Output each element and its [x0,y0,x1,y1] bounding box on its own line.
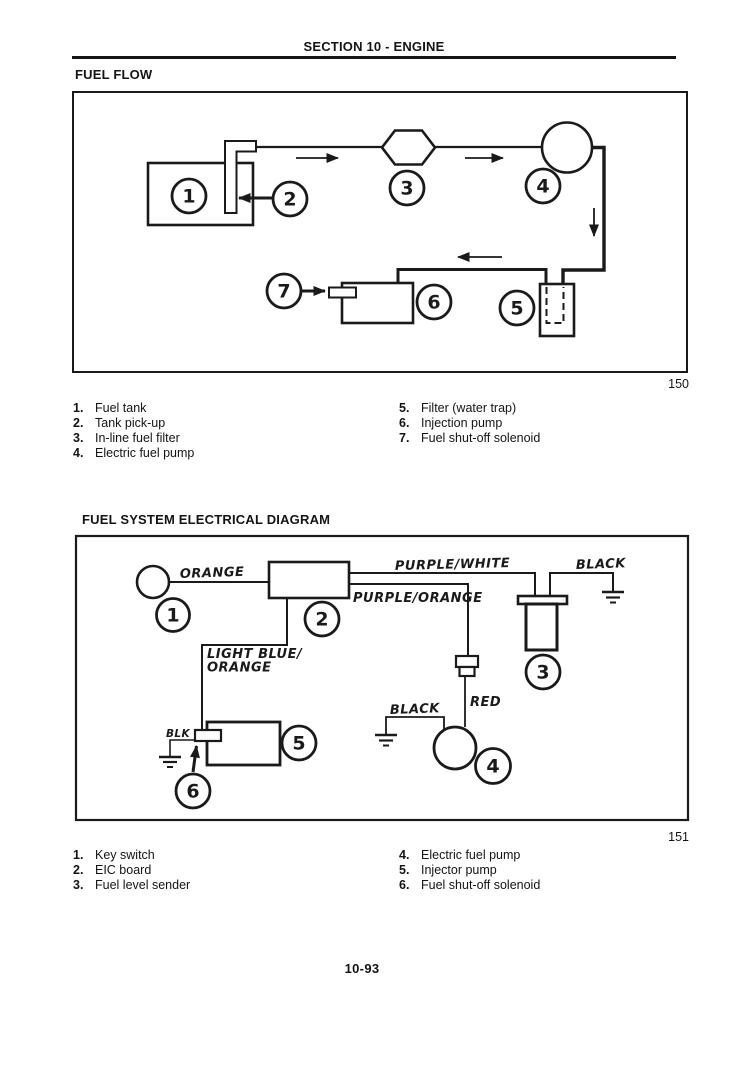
legend-item-label: Fuel shut-off solenoid [421,431,541,445]
legend-item-label: In-line fuel filter [95,431,180,445]
legend-item [73,878,190,893]
legend-item [73,401,194,416]
callout-number: 1 [166,604,180,627]
pump-connector-shape [460,667,475,676]
legend-item-label: Tank pick-up [95,416,166,430]
legend-item [399,401,540,416]
legend-item-number: 3. [73,431,84,445]
section-heading-electrical: FUEL SYSTEM ELECTRICAL DIAGRAM [82,512,331,527]
callout-number: 3 [536,661,550,684]
legend-item-number: 1. [73,401,84,415]
eic-board-shape [269,562,349,598]
legend-item [73,446,194,461]
callout-number: 1 [182,185,196,208]
legend-item-number: 5. [399,401,410,415]
legend-item-label: Injection pump [421,416,503,430]
legend-item-label: Fuel shut-off solenoid [421,878,541,892]
legend-item [399,848,540,863]
legend-item-number: 3. [73,878,84,892]
legend-item-number: 7. [399,431,410,445]
callout-number: 5 [510,297,524,320]
callout-number: 3 [400,177,414,200]
electric-fuel-pump-shape [434,727,476,769]
callout-number: 4 [486,755,500,778]
legend-item-label: Fuel level sender [95,878,191,892]
electrical-diagram [74,534,690,822]
legend-item-number: 5. [399,863,410,877]
callout-number: 7 [277,280,291,303]
callout-number: 2 [315,608,329,631]
legend-item-label: Electric fuel pump [95,446,195,460]
legend-item-label: Electric fuel pump [421,848,521,862]
fuel-flow-legend-left [73,401,194,461]
figure-number-150: 150 [668,377,689,391]
fuel-shutoff-solenoid-shape [195,730,221,741]
legend-item-label: Injector pump [421,863,497,877]
callout-arrow-6 [193,746,197,772]
wire-label-orange: ORANGE [179,564,245,582]
wire-label-purple-white: PURPLE/WHITE [394,555,511,574]
legend-item-number: 6. [399,416,410,430]
callout-number: 6 [427,291,441,314]
wire-label-black-sender: BLACK [575,556,627,573]
fuel-level-sender-shape [526,604,557,650]
legend-item-number: 1. [73,848,84,862]
legend-item-number: 2. [73,863,84,877]
wire-label-red: RED [470,695,502,710]
fuel-flow-legend-right [399,401,540,446]
injector-pump-shape [207,722,280,765]
legend-item [73,848,190,863]
inline-fuel-filter-shape [382,131,435,165]
ground-symbol [159,757,181,767]
wire-label-blk: BLK [166,728,191,740]
water-trap-shape [540,284,574,336]
ground-symbol [375,735,397,746]
pump-connector-shape [456,656,478,667]
electrical-legend-left [73,848,190,893]
legend-item-label: Fuel tank [95,401,147,415]
fuel-shutoff-solenoid-shape [329,288,356,298]
figure-number-151: 151 [668,830,689,844]
legend-item-number: 6. [399,878,410,892]
callout-number: 4 [536,175,550,198]
legend-item-number: 2. [73,416,84,430]
legend-item-label: Key switch [95,848,155,862]
legend-item [73,416,194,431]
fuel-return-pipe [398,270,546,284]
wire-label-light-blue-2: ORANGE [207,660,272,676]
section-heading-fuel-flow: FUEL FLOW [75,67,153,82]
header-rule [72,56,676,59]
wire-label-purple-orange: PURPLE/ORANGE [353,591,483,606]
black-wire-pump [386,717,444,735]
legend-item [399,416,540,431]
legend-item-label: Filter (water trap) [421,401,517,415]
callout-number: 2 [283,188,297,211]
electric-fuel-pump-shape [542,123,592,173]
electrical-legend-right [399,848,540,893]
legend-item [399,878,540,893]
page-number: 10-93 [344,961,380,976]
ground-symbol [602,592,624,603]
legend-item-number: 4. [73,446,84,460]
fuel-flow-diagram [72,91,689,374]
legend-item [73,431,194,446]
wire-label-light-blue-1: LIGHT BLUE/ [207,647,303,662]
legend-item [399,431,540,446]
wire-label-black-pump: BLACK [389,701,441,718]
legend-item [399,863,540,878]
legend-item [73,863,190,878]
legend-item-label: EIC board [95,863,152,877]
callout-number: 6 [186,780,200,803]
page-header-title: SECTION 10 - ENGINE [303,39,445,54]
blk-wire-solenoid [170,740,195,757]
legend-item-number: 4. [399,848,410,862]
callout-number: 5 [292,732,306,755]
key-switch-shape [137,566,169,598]
